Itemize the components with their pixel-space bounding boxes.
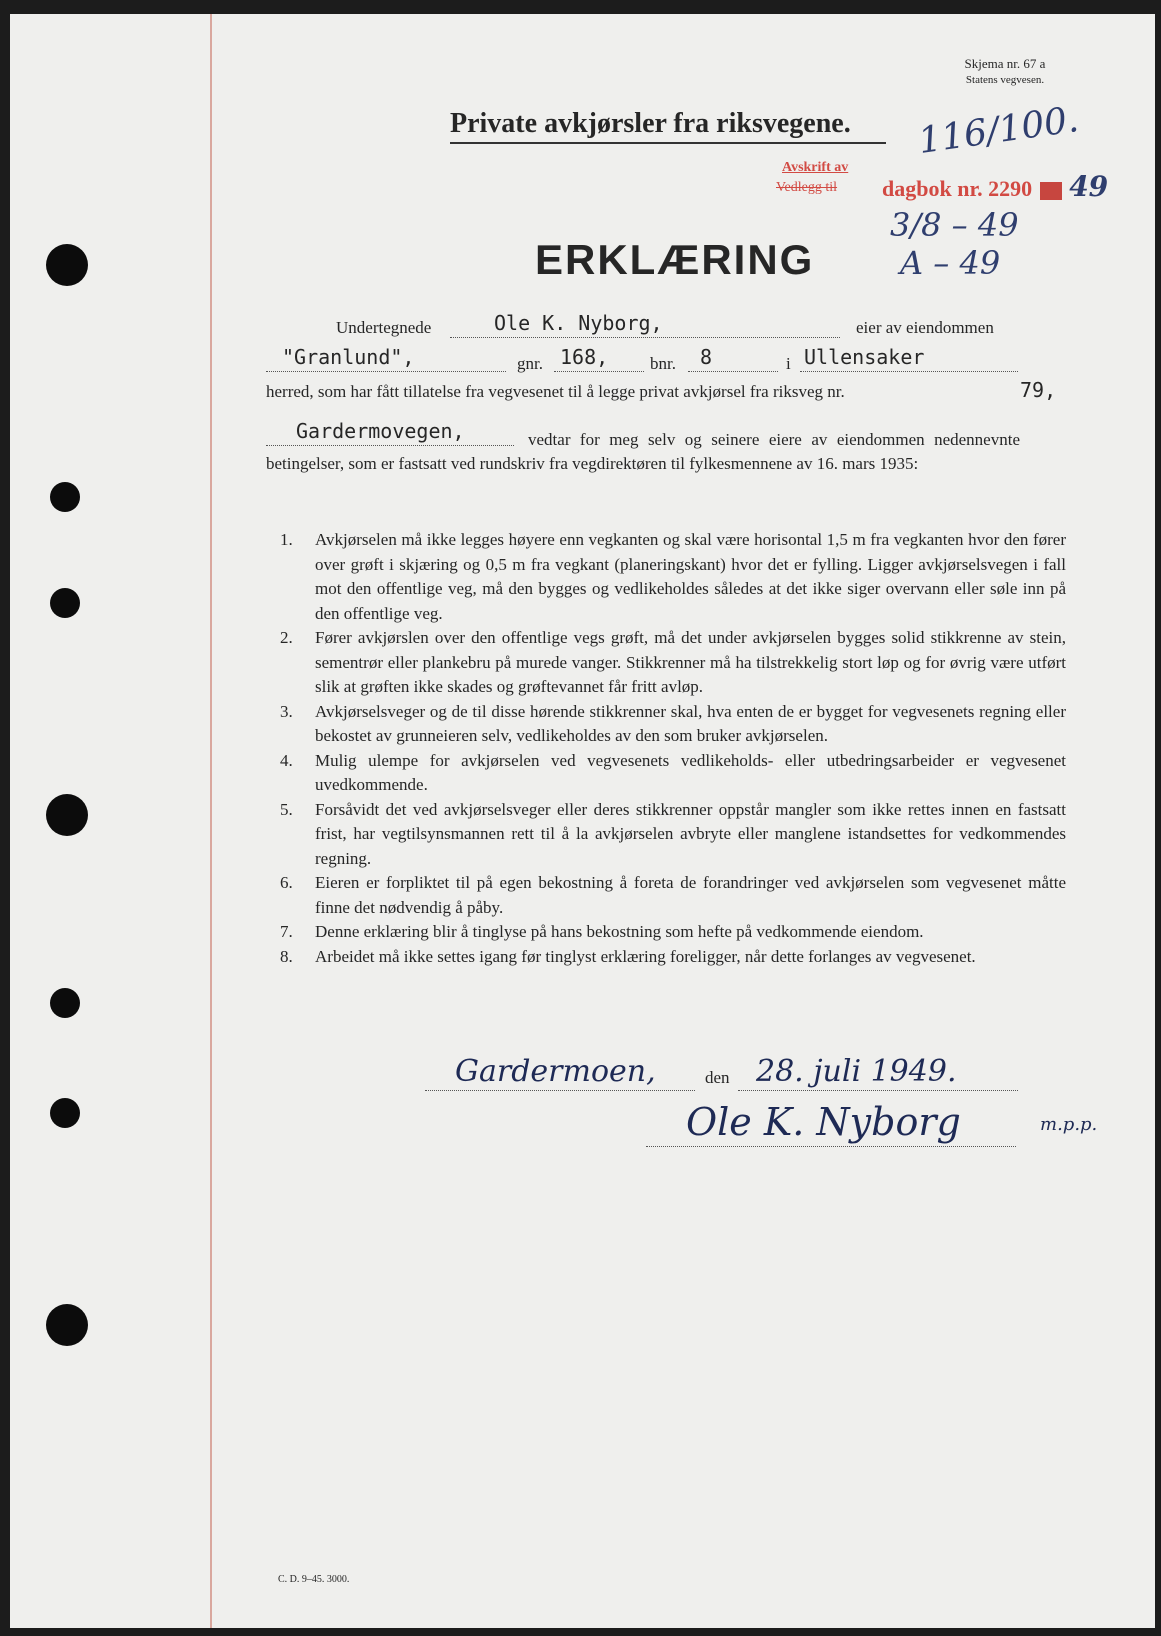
in-label: i [786, 354, 791, 373]
gnr-value: 168, [560, 345, 609, 369]
place-field [425, 1054, 695, 1091]
declarant-field [450, 311, 840, 338]
handwritten-code: A – 49 [900, 244, 1001, 282]
bnr-field [688, 345, 778, 372]
condition-number: 1. [280, 530, 293, 549]
punch-hole [50, 1098, 80, 1128]
punch-hole [46, 1304, 88, 1346]
header-title: Private avkjørsler fra riksvegene. [450, 108, 851, 139]
condition-number: 3. [280, 701, 293, 721]
condition-item [280, 920, 1066, 945]
condition-number: 2. [280, 628, 293, 647]
municipality-field [800, 345, 1018, 372]
condition-text: Mulig ulempe for avkjørselen ved vegvesenets vedlikeholds- eller utbedringsarbeider er vegvesenet uvedkommende. [315, 750, 1066, 794]
date-signature: 28. juli 1949. [756, 1054, 957, 1089]
margin-line [210, 14, 212, 1628]
commitment-text: vedtar for meg selv og seinere eiere av eiendommen nedennevnte betingelser, som er fastsatt ved rundskriv fra vegdirektøren til fylkesmennene av 16. mars 1935: [266, 430, 1020, 473]
condition-number: 6. [280, 873, 293, 892]
condition-number: 5. [280, 799, 293, 819]
form-number [935, 56, 1075, 88]
header-underline [450, 142, 886, 144]
form-number-line: Skjema nr. 67 a [964, 56, 1046, 71]
condition-text: Denne erklæring blir å tinglyse på hans bekostning som hefte på vedkommende eiendom. [315, 922, 924, 941]
stamp-copy-label: Avskrift av [782, 160, 849, 175]
place-signature: Gardermoen, [455, 1054, 656, 1089]
stamp-attachment-label: Vedlegg til [776, 180, 838, 195]
gnr-label: gnr. [517, 354, 543, 373]
handwritten-date: 3/8 – 49 [890, 206, 1019, 244]
condition-item [280, 749, 1066, 798]
condition-item [280, 700, 1066, 749]
document-title: ERKLÆRING [535, 236, 815, 283]
punch-hole [46, 794, 88, 836]
condition-text: Forsåvidt det ved avkjørselsveger eller deres stikkrenner oppstår mangler som ikke rettes innen en fastsatt frist, har vegtilsynsmannen rett til å la avkjørselen avbryte eller manglene istandsettes for vedkommendes regning. [315, 799, 1066, 868]
property-name: "Granlund", [282, 345, 415, 369]
property-field [266, 345, 506, 372]
document-page [10, 14, 1155, 1628]
stamp-diary-number [882, 170, 1108, 203]
stamp-blot [1040, 182, 1062, 200]
gnr-field [554, 345, 644, 372]
conditions-list [280, 528, 1066, 969]
declarant-name: Ole K. Nyborg, [494, 311, 663, 335]
handwritten-reference: 116/100. [915, 98, 1082, 163]
form-agency-line: Statens vegvesen. [965, 74, 1045, 86]
owner-label: eier av eiendommen [856, 318, 994, 337]
stamp-diary-label: dagbok nr. 2290 [882, 176, 1033, 201]
condition-text: Fører avkjørslen over den offentlige vegs grøft, må det under avkjørselen bygges solid stikkrenne av stein, sementrør eller plankebru på murede vanger. Stikkrenner må ha tilstrekkelig stort løp og for øvrig være utført slik at grøften ikke skades og grøftevannet får fritt avløp. [315, 628, 1066, 696]
condition-item [280, 626, 1066, 700]
signature-suffix: m.p.p. [1040, 1114, 1098, 1135]
condition-text: Arbeidet må ikke settes igang før tinglyst erklæring foreligger, når dette forlanges av vegvesenet. [315, 946, 976, 966]
date-label: den [705, 1068, 730, 1087]
condition-text: Avkjørselsveger og de til disse hørende stikkrenner skal, hva enten de er bygget for vegvesenets regning eller bekostet av grunneieren selv, vedlikeholdes av den som bruker avkjørselen. [315, 701, 1066, 745]
bnr-label: bnr. [650, 354, 676, 373]
condition-number: 4. [280, 750, 293, 770]
road-number: 79, [1020, 378, 1057, 402]
condition-item [280, 528, 1066, 626]
condition-number: 8. [280, 946, 293, 966]
condition-item [280, 798, 1066, 872]
bnr-value: 8 [700, 345, 713, 369]
punch-hole [46, 244, 88, 286]
condition-text: Eieren er forpliktet til på egen bekostning å foreta de forandringer ved avkjørselen som vegvesenet måtte finne det nødvendig å påby. [315, 873, 1066, 917]
stamp-diary-year: 49 [1069, 170, 1109, 203]
condition-item [280, 871, 1066, 920]
condition-number: 7. [280, 922, 293, 941]
punch-hole [50, 988, 80, 1018]
printer-mark: C. D. 9–45. 3000. [278, 1574, 350, 1585]
punch-hole [50, 482, 80, 512]
road-name: Gardermovegen, [296, 419, 465, 443]
declarant-label: Undertegnede [336, 318, 432, 337]
punch-hole [50, 588, 80, 618]
municipality: Ullensaker [804, 345, 925, 369]
condition-item [280, 945, 1066, 970]
condition-text: Avkjørselen må ikke legges høyere enn vegkanten og skal være horisontal 1,5 m fra vegkanten hvor den fører over grøft i skjæring og 0,5 m fra vegkant (planeringskant) hvor det er fylling. Ligger avkjørselsvegen i fall mot den offentlige veg, må den bygges og vedlikeholdes således at det ikke siger overvann eller søle inn på den offentlige veg. [315, 530, 1066, 623]
permit-text: herred, som har fått tillatelse fra vegvesenet til å legge privat avkjørsel fra riksveg nr. [266, 382, 845, 401]
signature: Ole K. Nyborg [686, 1100, 961, 1144]
date-field [738, 1054, 1018, 1091]
